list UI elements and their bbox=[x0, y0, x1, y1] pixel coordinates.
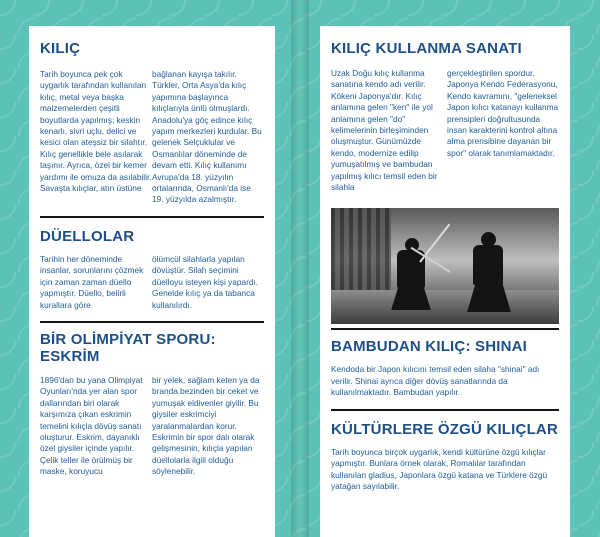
text-column-2: bağlanan kayışa takılır. Türkler, Orta Asya'da kılıç yapımına başlayınca kılıçlarıyla ünlü olmuşlardı. Anadolu'ya göç edince kılıç yapım merkezleri kurdular. Bu gelenek Selçuklular ve Osmanlılar döneminde de devam etti. Kılıç kullanımı Avrupa'da 18. yüzyılın ortalarında, Osmanlı'da ise 19. yüzyılda azalmıştır. bbox=[152, 69, 262, 205]
section-title: BİR OLİMPİYAT SPORU: ESKRİM bbox=[40, 330, 216, 365]
section-text: Tarih boyunca birçok uygarlık, kendi kültürüne özgü kılıçlar yapmıştır. Bunlara örnek olarak, Romalılar tarafından kullanılan gladius, Japonlara özgü katana ve Türklere özgü yatağan sayılabilir. bbox=[331, 446, 548, 491]
text-column-1: Tarih boyunca pek çok uygarlık tarafından kullanılan kılıç, metal veya başka malzemelerden çeşitli boyutlarda yapılmış; keskin kenarlı, sivri uçlu, delici ve kesici olan ateşsiz bir silahtır. Kılıç genellikle bele asılarak taşınır. Ayrıca, özel bir kemer yardımı ile omuza da asılabilir. Savaşta kılıçlar, atın üstüne bbox=[40, 69, 152, 194]
section-divider bbox=[40, 216, 264, 218]
section-divider bbox=[331, 409, 559, 411]
section-title: KILIÇ KULLANMA SANATI bbox=[331, 40, 522, 57]
two-column-text bbox=[331, 68, 559, 193]
section-eskrim bbox=[40, 331, 264, 478]
section-title: KÜLTÜRLERE ÖZGÜ KILIÇLAR bbox=[331, 420, 559, 438]
left-page bbox=[29, 26, 275, 537]
fighter-right-body bbox=[473, 245, 503, 285]
book-spine bbox=[291, 0, 309, 537]
section-title: DÜELLOLAR bbox=[40, 227, 135, 245]
section-title: BAMBUDAN KILIÇ: SHINAI bbox=[331, 338, 528, 356]
two-column-text bbox=[40, 69, 264, 206]
kendo-photo bbox=[331, 208, 559, 324]
photo-floor bbox=[331, 290, 559, 324]
right-page bbox=[320, 26, 570, 537]
section-divider bbox=[40, 321, 264, 323]
text-column-1: Uzak Doğu kılıç kullanma sanatına kendo adı verilir. Kökeni Japonya'dır. Kılıç anlamına gelen "ken" ile yol anlamına gelen "do" kelimelerinin birleşiminden oluşmuştur. Günümüzde kendo, modernize edilip yumuşatılmış ve bambudan yapılmış kılıcı temsil eden bir silahla bbox=[331, 68, 438, 193]
two-column-text bbox=[40, 254, 264, 311]
two-column-text bbox=[40, 375, 264, 478]
section-divider bbox=[331, 328, 559, 330]
fighter-right-hakama bbox=[467, 282, 511, 312]
fighter-left-hakama bbox=[391, 284, 431, 310]
section-kulturlere-ozgu-kiliclar bbox=[331, 421, 559, 493]
text-column-2: ölümcül silahlarla yapılan dövüştür. Silah seçimini düelloyu isteyen kişi yapardı. Genelde kılıç ya da tabanca kullanılırdı. bbox=[152, 253, 259, 310]
section-kilic bbox=[40, 40, 264, 206]
section-kilic-kullanma-sanati bbox=[331, 40, 559, 193]
text-column-2: gerçekleştirilen spordur. Japonya Kendo Federasyonu, Kendo kavramını, "geleneksel Japon kılıcı katanayı kullanma prensipleri doğrultusunda insan karakterini kontrol altına alma prensibine dayanan bir spor" olarak tanımlamaktadır. bbox=[447, 68, 559, 158]
section-duellolar bbox=[40, 228, 264, 311]
section-text: Kendoda bir Japon kılıcını temsil eden silaha "shinai" adı verilir. Shinai ayrıca diğer dövüş sanatlarında da kullanılmaktadır. Bambudan yapılır. bbox=[331, 364, 540, 398]
text-column-2: bir yelek, sağlam keten ya da branda bezinden bir ceket ve yumuşak eldivenler giyilir. Bu giysiler eskrimciyi yaralanmalardan korur. Eskrimin bir spor dalı olarak gelişmesinin, kılıçla yapılan düellolarla ilgili olduğu söylenebilir. bbox=[152, 374, 260, 477]
section-title: KILIÇ bbox=[40, 40, 81, 57]
text-column-1: 1896'dan bu yana Olimpiyat Oyunları'nda yer alan spor dallarından biri olarak karşımıza çıkan eskrimin temelini kılıçla dövüş sanatı oluşturur. Eskrim, dayanıklı özel giysiler içinde yapılır. Çelik teller ile örülmüş bir maske, koruyucu bbox=[40, 374, 143, 477]
text-column-1: Tarihin her döneminde insanlar, sorunlarını çözmek için zaman zaman düello yapmıştır. Düello, belirli kurallara göre bbox=[40, 253, 144, 310]
section-shinai bbox=[331, 338, 559, 398]
fighter-left-body bbox=[397, 250, 425, 288]
